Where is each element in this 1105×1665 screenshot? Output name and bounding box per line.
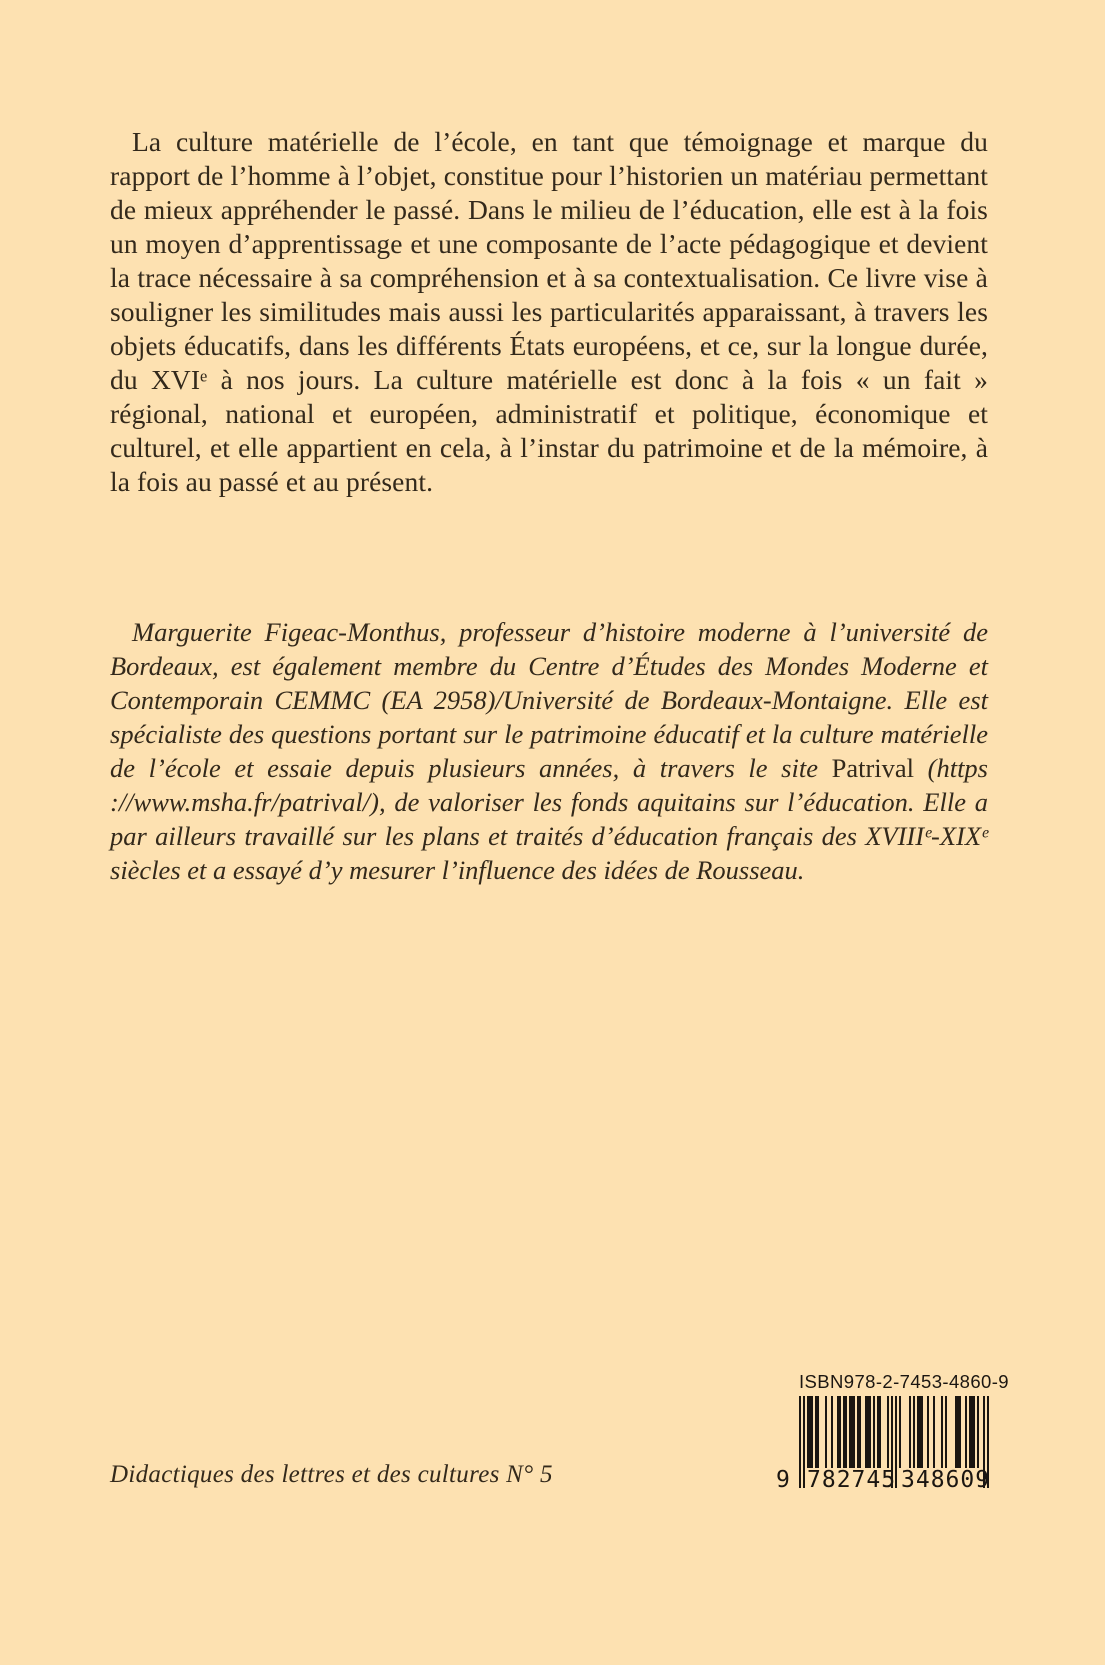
author-bio-text-before: Marguerite Figeac-Monthus, professeur d’histoire moderne à l’université de Bordeaux, est également membre du Centre d’Études des Mondes Moderne et Contemporain CEMMC (EA 2958)/Université de Bordeaux-Montaigne. Elle est spécialiste des questions portant sur le patrimoine éducatif et la culture matérielle de l’école et essaie depuis plusieurs années, à travers le site — [110, 616, 988, 783]
author-bio-paragraph — [110, 615, 988, 887]
barcode — [776, 1396, 991, 1518]
barcode-digit-prefix: 9 — [776, 1467, 790, 1493]
isbn-block — [776, 1371, 1009, 1518]
barcode-digits-left: 782745 — [807, 1467, 897, 1493]
synopsis-paragraph: La culture matérielle de l’école, en tant que témoignage et marque du rapport de l’homme à l’objet, constitue pour l’historien un matériau permettant de mieux appréhender le passé. Dans le milieu de l’éducation, elle est à la fois un moyen d’apprentissage et une composante de l’acte pédagogique et devient la trace nécessaire à sa compréhension et à sa contextualisation. Ce livre vise à souligner les similitudes mais aussi les particularités apparaissant, à travers les objets éducatifs, dans les différents États européens, et ce, sur la longue durée, du XVIᵉ à nos jours. La culture matérielle est donc à la fois « un fait » régional, national et européen, administratif et politique, économique et culturel, et elle appartient en cela, à l’instar du patrimoine et de la mémoire, à la fois au passé et au présent. — [110, 125, 988, 497]
barcode-digits — [776, 1467, 991, 1497]
author-bio-text-after: (https ://www.msha.fr/patrival/), de valoriser les fonds aquitains sur l’éducation. Elle a par ailleurs travaillé sur les plans et traités d’éducation français des XVIIIᵉ-XIXᵉ siècles et a essayé d’y mesurer l’influence des idées de Rousseau. — [110, 752, 988, 885]
isbn-label: ISBN — [799, 1371, 844, 1392]
isbn-number: 978-2-7453-4860-9 — [843, 1371, 1009, 1392]
isbn-text — [799, 1371, 1009, 1393]
site-name: Patrival — [831, 752, 915, 783]
barcode-digits-right: 348609 — [901, 1467, 991, 1493]
collection-label: Didactiques des lettres et des cultures N° 5 — [110, 1461, 553, 1488]
